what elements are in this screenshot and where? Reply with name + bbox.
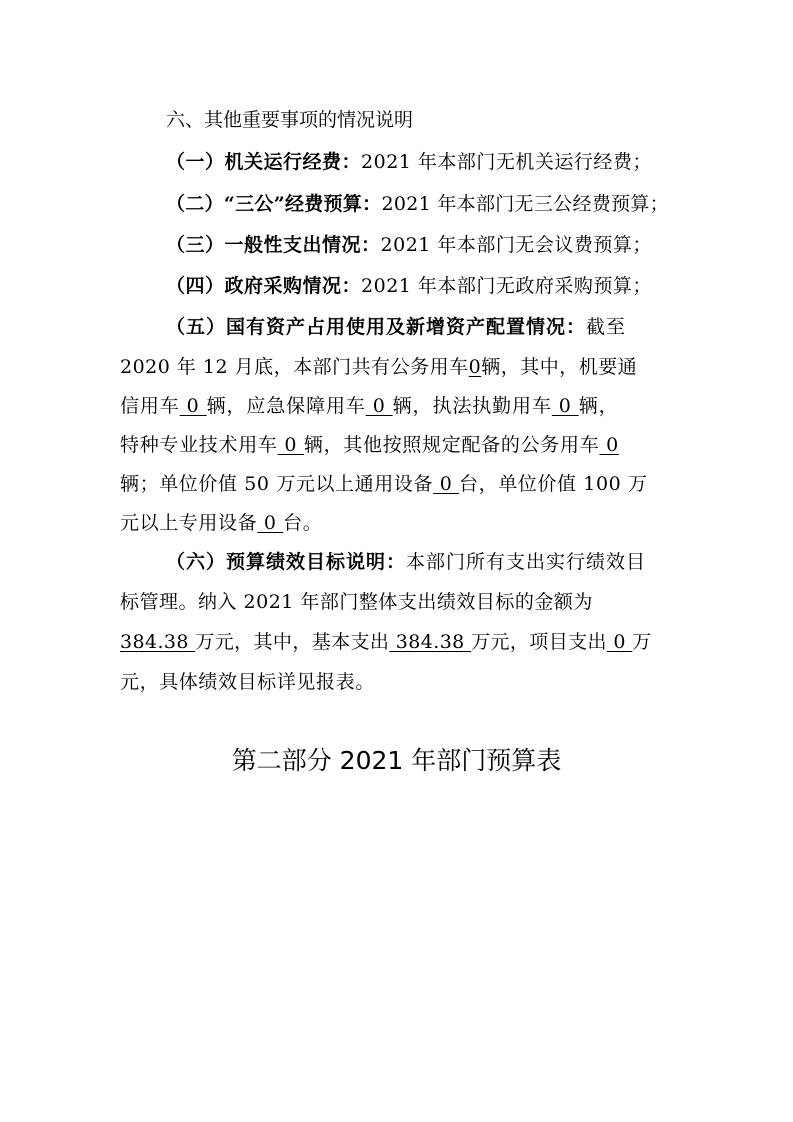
item1-label: （一）机关运行经费： — [166, 151, 362, 173]
item6-text: 标管理。纳入 2021 年部门整体支出绩效目标的金额为 — [120, 591, 593, 613]
item2 — [166, 192, 669, 216]
item5-text: 元以上专用设备 — [120, 512, 258, 534]
item5-text: 台。 — [283, 512, 323, 534]
basic-expense-amount: 384.38 — [389, 631, 472, 653]
item5-text: 辆；单位价值 50 万元以上通用设备 — [120, 473, 434, 495]
item6-text: 元，具体绩效目标详见报表。 — [120, 671, 375, 693]
item4-text: 2021 年本部门无政府采购预算； — [361, 275, 652, 297]
item3 — [166, 233, 652, 257]
other-official-car-count: 0 — [599, 434, 619, 456]
item5-line6 — [120, 511, 322, 535]
total-performance-amount: 384.38 — [120, 631, 196, 653]
item5-line1 — [166, 315, 626, 339]
item6-text: 万元，其中，基本支出 — [195, 631, 390, 653]
item5-text: 辆，其中，机要通 — [481, 356, 638, 378]
special-tech-car-count: 0 — [277, 434, 304, 456]
project-expense-amount: 0 — [606, 631, 633, 653]
item4-label: （四）政府采购情况： — [166, 275, 362, 297]
confidential-car-count: 0 — [179, 395, 207, 417]
item5-line4 — [120, 433, 619, 457]
item4 — [166, 274, 652, 298]
item2-label: （二）“三公”经费预算： — [166, 193, 382, 215]
item1 — [166, 150, 652, 174]
law-enforcement-car-count: 0 — [551, 395, 579, 417]
item5-text: 辆，其他按照规定配备的公务用车 — [303, 434, 600, 456]
item5-line2 — [120, 355, 637, 379]
section6-heading: 六、其他重要事项的情况说明 — [166, 109, 414, 131]
item5-text: 辆， — [578, 395, 619, 417]
special-equipment-count: 0 — [257, 512, 284, 534]
item6-text: 万元，项目支出 — [471, 631, 607, 653]
item5-text: 台，单位价值 100 万 — [459, 473, 648, 495]
item6-label: （六）预算绩效目标说明： — [166, 551, 407, 573]
item5-line3 — [120, 394, 619, 418]
item3-label: （三）一般性支出情况： — [166, 234, 381, 256]
item5-text: 辆，应急保障用车 — [206, 395, 366, 417]
part2-title: 第二部分 2021 年部门预算表 — [231, 746, 562, 775]
item6-line4 — [120, 670, 375, 694]
official-car-count: 0 — [468, 356, 482, 378]
item5-text: 截至 — [586, 316, 627, 338]
item1-text: 2021 年本部门无机关运行经费； — [361, 151, 652, 173]
item6-text: 本部门所有支出实行绩效目 — [406, 551, 647, 573]
general-equipment-count: 0 — [433, 473, 460, 495]
item5-text: 2020 年 12 月底，本部门共有公务用车 — [120, 356, 469, 378]
item2-text: 2021 年本部门无三公经费预算； — [381, 193, 669, 215]
item5-text: 辆，执法执勤用车 — [392, 395, 552, 417]
item6-line1 — [166, 550, 646, 574]
item5-text: 信用车 — [120, 395, 180, 417]
item6-line3 — [120, 630, 652, 654]
item6-text: 万 — [632, 631, 652, 653]
item6-line2 — [120, 590, 593, 614]
item3-text: 2021 年本部门无会议费预算； — [380, 234, 652, 256]
item5-text: 特种专业技术用车 — [120, 434, 278, 456]
item5-label: （五）国有资产占用使用及新增资产配置情况： — [166, 316, 587, 338]
item5-line5 — [120, 472, 648, 496]
emergency-car-count: 0 — [365, 395, 393, 417]
